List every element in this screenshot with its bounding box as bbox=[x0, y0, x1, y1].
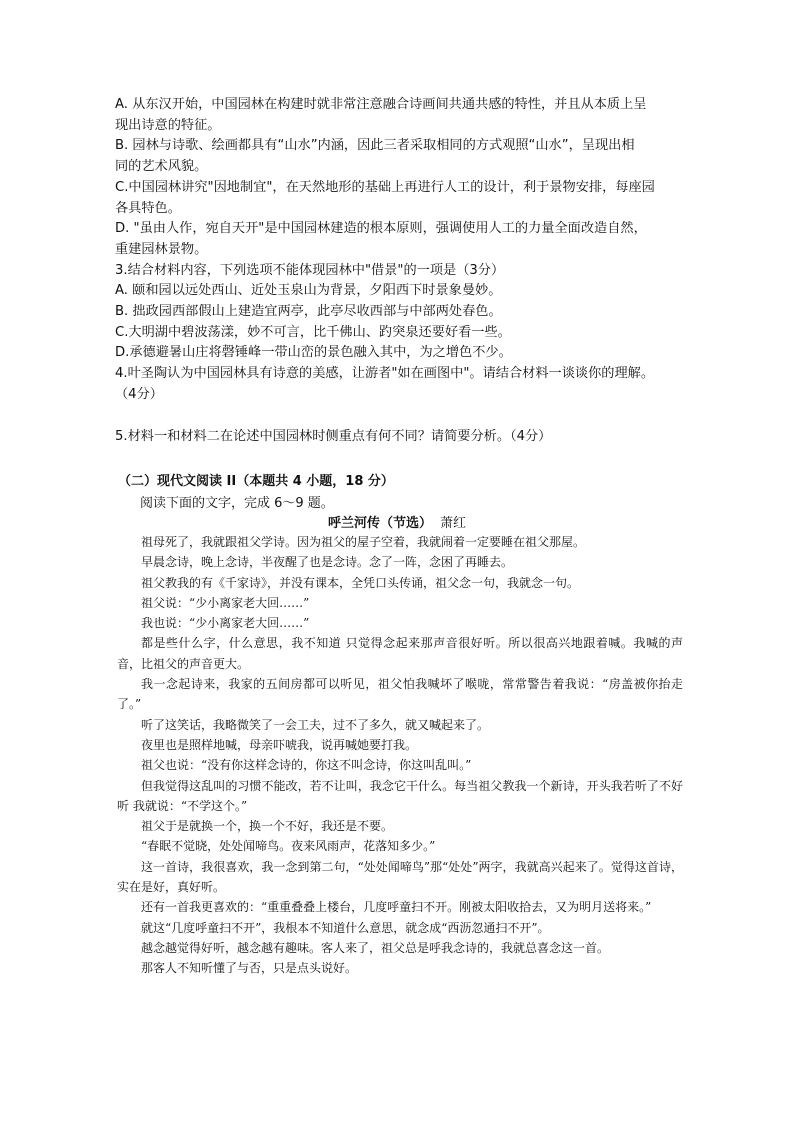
passage-body bbox=[117, 532, 683, 979]
passage-author: 萧红 bbox=[440, 516, 467, 531]
question-5: 5.材料一和材料二在论述中国园林时侧重点有何不同？请简要分析。（4分） bbox=[115, 428, 552, 444]
section-heading: （二）现代文阅读 II（本题共 4 小题，18 分） bbox=[118, 474, 394, 489]
paragraph: 祖母死了，我就跟祖父学诗。因为祖父的屋子空着，我就闹着一定要睡在祖父那屋。 bbox=[141, 535, 586, 549]
text-line: B. 园林与诗歌、绘画都具有“山水”内涵，因此三者采取相同的方式观照“山水”，呈现出相 bbox=[115, 138, 635, 154]
paragraph: “春眠不觉晓，处处闻啼鸟。夜来风雨声，花落知多少。” bbox=[141, 839, 436, 854]
paragraph: 听了这笑话，我略微笑了一会工夫，过不了多久，就又喊起来了。 bbox=[141, 717, 490, 732]
text-line: 同的艺术风貌。 bbox=[115, 159, 208, 175]
text-line: 各具特色。 bbox=[115, 200, 181, 216]
paragraph: 就这“几度呼童扫不开”，我根本不知道什么意思，就念成“西沥忽通扫不开”。 bbox=[141, 920, 550, 935]
text-line: C.中国园林讲究"因地制宜"，在天然地形的基础上再进行人工的设计，利于景物安排，每座园 bbox=[115, 179, 655, 195]
paragraph: 都是些什么字，什么意思，我不知道 只觉得念起来那声音很好听。所以很高兴地跟着喊。我喊的声音，比祖父的声音更大。 bbox=[117, 636, 683, 671]
option-a: A. 颐和园以远处西山、近处玉泉山为背景，夕阳西下时景象曼妙。 bbox=[115, 283, 502, 299]
paragraph: 这一首诗，我很喜欢，我一念到第二句，“处处闻啼鸟”那“处处”两字，我就高兴起来了。觉得这首诗，实在是好，真好听。 bbox=[117, 859, 683, 895]
passage-title-text: 呼兰河传（节选） bbox=[327, 516, 432, 531]
paragraph: 祖父于是就换一个，换一个不好，我还是不要。 bbox=[141, 819, 394, 834]
paragraph: 我也说：“少小离家老大回……” bbox=[141, 616, 310, 631]
paragraph: 越念越觉得好听，越念越有趣味。客人来了，祖父总是呼我念诗的，我就总喜念这一首。 bbox=[141, 940, 610, 955]
question-4-score: （4分） bbox=[115, 386, 163, 402]
paragraph: 但我觉得这乱叫的习惯不能改，若不让叫，我念它干什么。每当祖父教我一个新诗，开头我若听了不好听 我就说：“不学这个。” bbox=[117, 778, 683, 813]
paragraph: 我一念起诗来，我家的五间房都可以听见，祖父怕我喊坏了喉咙，常常警告着我说：“房盖被你抬走了。” bbox=[117, 677, 683, 712]
paragraph: 祖父说：“少小离家老大回……” bbox=[141, 595, 310, 610]
paragraph: 祖父教我的有《千家诗》，并没有课本，全凭口头传诵，祖父念一句，我就念一句。 bbox=[141, 575, 580, 590]
option-d: D.承德避暑山庄将磬锤峰一带山峦的景色融入其中，为之增色不少。 bbox=[115, 345, 512, 361]
reading-instructions: 阅读下面的文字，完成 6～9 题。 bbox=[140, 496, 334, 511]
question-3: 3.结合材料内容，下列选项不能体现园林中"借景"的一项是（3分） bbox=[115, 262, 505, 278]
question-section bbox=[115, 95, 695, 447]
option-c: C.大明湖中碧波荡漾，妙不可言，比千佛山、趵突泉还要好看一些。 bbox=[115, 324, 511, 340]
paragraph: 那客人不知听懂了与否，只是点头说好。 bbox=[141, 961, 358, 976]
paragraph: 夜里也是照样地喊，母亲吓唬我，说再喊她要打我。 bbox=[141, 737, 418, 752]
text-line: D. "虽由人作，宛自天开"是中国园林建造的根本原则，强调使用人工的力量全面改造自然， bbox=[115, 221, 647, 237]
paragraph: 祖父也说：“没有你这样念诗的，你这不叫念诗，你这叫乱叫。” bbox=[141, 758, 472, 773]
text-line: 重建园林景物。 bbox=[115, 241, 208, 257]
paragraph: 早晨念诗，晚上念诗，半夜醒了也是念诗。念了一阵，念困了再睡去。 bbox=[141, 555, 514, 570]
text-line: 现出诗意的特征。 bbox=[115, 117, 221, 133]
passage-title bbox=[0, 512, 794, 531]
option-b: B. 拙政园西部假山上建造宜两亭，此亭尽收西部与中部两处春色。 bbox=[115, 304, 502, 320]
question-4: 4.叶圣陶认为中国园林具有诗意的美感，让游者"如在画图中"。请结合材料一谈谈你的理解。 bbox=[115, 366, 655, 382]
paragraph: 还有一首我更喜欢的：“重重叠叠上楼台，几度呼童扫不开。刚被太阳收拾去，又为明月送将来。” bbox=[141, 900, 652, 915]
text-line: A. 从东汉开始，中国园林在构建时就非常注意融合诗画间共通共感的特性，并且从本质上呈 bbox=[115, 97, 647, 112]
